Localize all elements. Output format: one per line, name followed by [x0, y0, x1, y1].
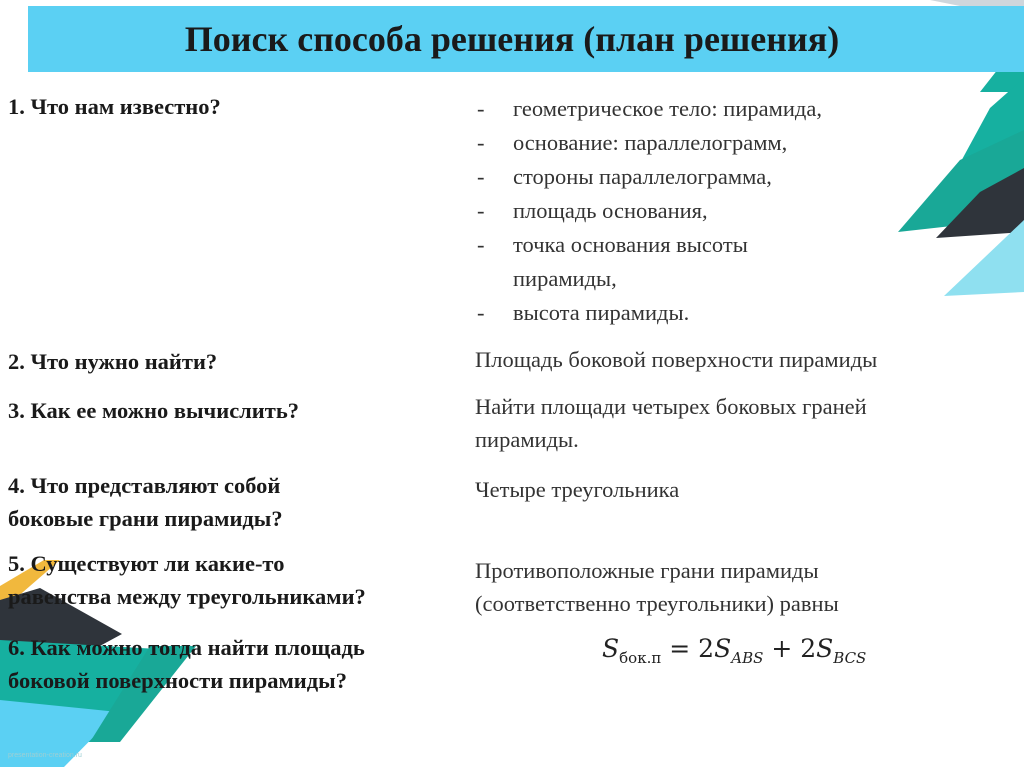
list-item: - основание: параллелограмм, — [475, 126, 945, 160]
question-6: 6. Как можно тогда найти площадь боковой поверхности пирамиды? — [8, 635, 365, 693]
list-item: - стороны параллелограмма, — [475, 160, 945, 194]
dash-icon: - — [477, 130, 485, 155]
dash-icon: - — [477, 198, 485, 223]
dash-icon: - — [477, 164, 485, 189]
question-1: 1. Что нам известно? — [8, 94, 221, 119]
list-item-continuation: пирамиды, — [513, 266, 617, 291]
page-title: Поиск способа решения (план решения) — [184, 19, 840, 59]
question-2: 2. Что нужно найти? — [8, 349, 218, 374]
list-item: - площадь основания, — [475, 194, 945, 228]
question-5: 5. Существуют ли какие-то равенства между треугольниками? — [8, 551, 366, 609]
dash-icon: - — [477, 232, 485, 257]
question-3: 3. Как ее можно вычислить? — [8, 398, 299, 423]
dash-icon: - — [477, 300, 485, 325]
answer-2: Площадь боковой поверхности пирамиды — [475, 347, 878, 372]
answer-5: Противоположные грани пирамиды (соответственно треугольники) равны — [475, 558, 839, 616]
question-4: 4. Что представляют собой боковые грани пирамиды? — [8, 473, 283, 531]
list-item: - геометрическое тело: пирамида, — [475, 92, 945, 126]
answer-3: Найти площади четырех боковых граней пирамиды. — [475, 394, 867, 452]
watermark: presentation-creation.ru — [8, 752, 82, 759]
list-item: - высота пирамиды. — [475, 296, 945, 330]
answer-4: Четыре треугольника — [475, 477, 680, 502]
known-list — [475, 92, 945, 330]
list-item: - точка основания высоты — [475, 228, 945, 262]
lateral-area-formula: $S_{бок.п} = 2S_{ABS} + 2S_{BCS}$ — [602, 634, 867, 667]
dash-icon: - — [477, 96, 485, 121]
